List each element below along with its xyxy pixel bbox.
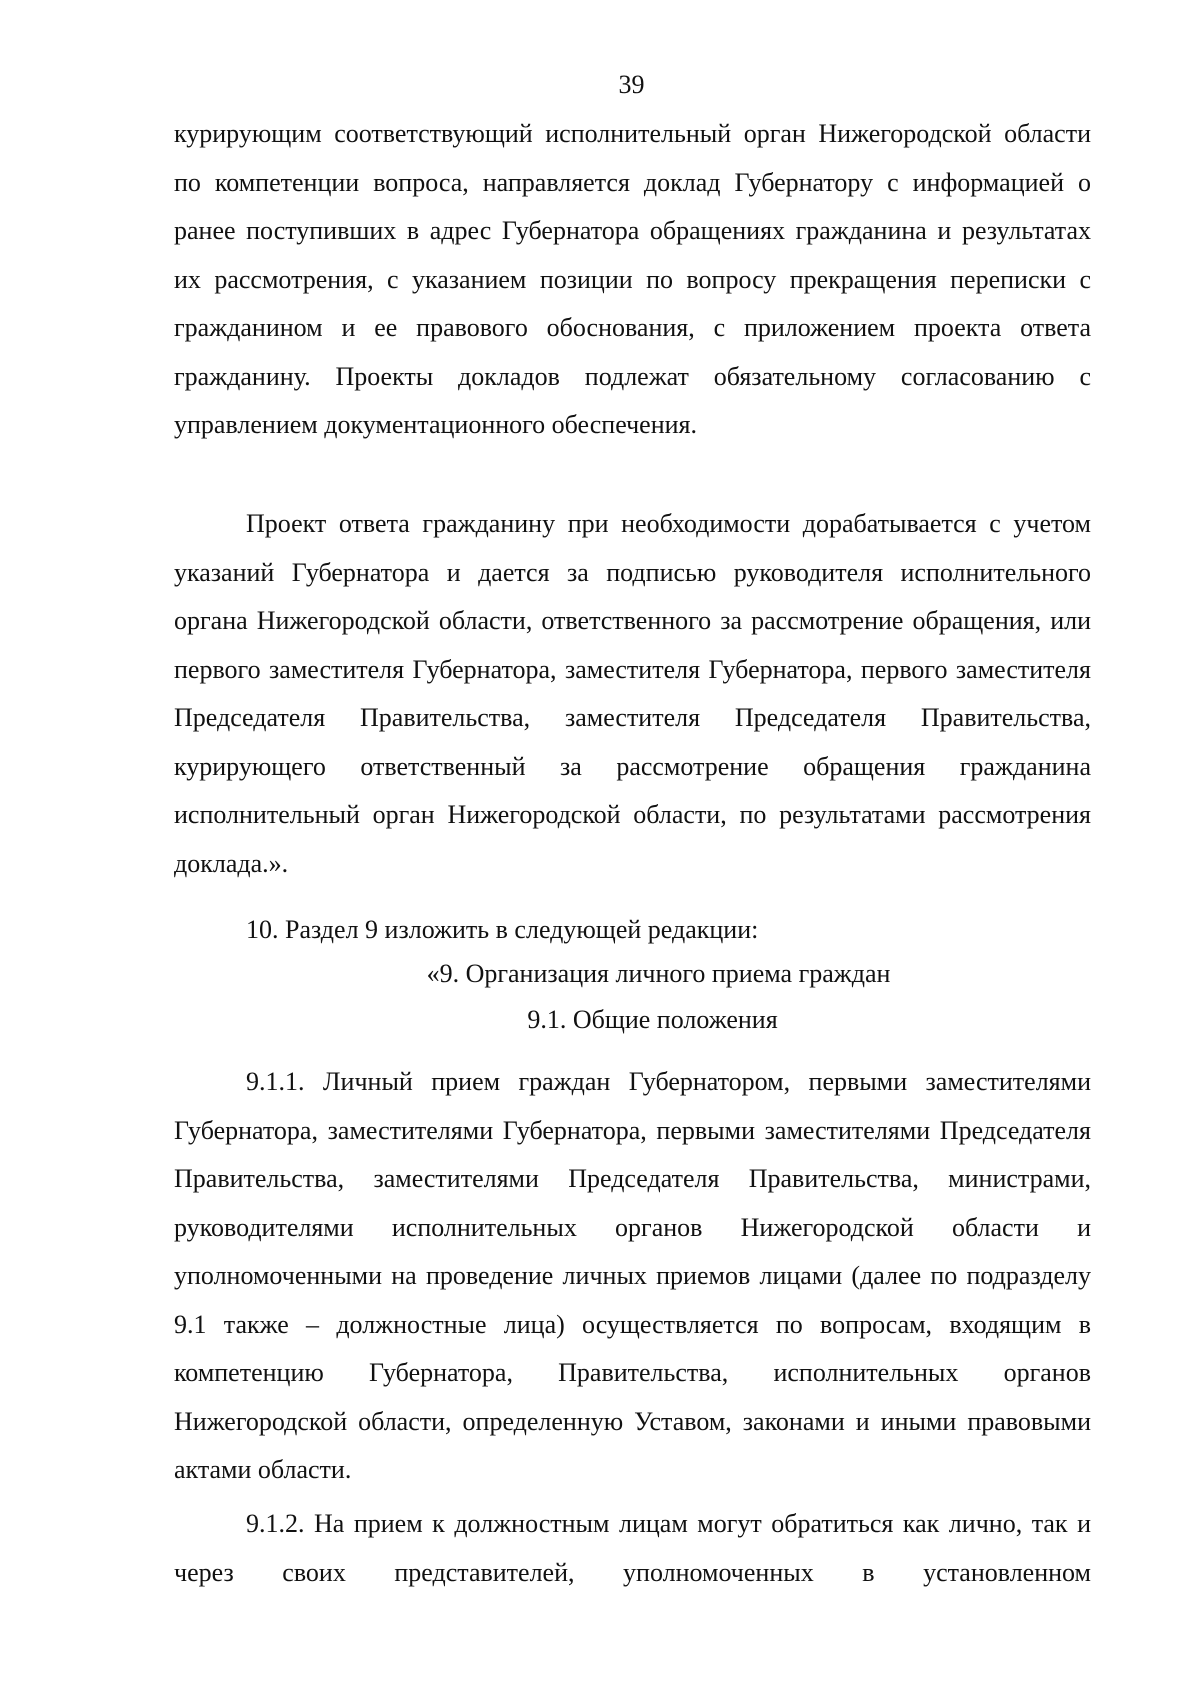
paragraph-text: 9.1.1. Личный прием граждан Губернатором, первыми заместителями Губернатора, заместителями Губернатора, первыми заместителями Председателя Правительства, заместителями Председателя Правительства, министрами, руководителями исполнительных органов Нижегородской области и уполномоченными на проведение личных приемов лицами (далее по подразделу 9.1 также – должностные лица) осуществляется по вопросам, входящим в компетенцию Губернатора, Правительства, исполнительных органов Нижегородской области, определенную Уставом, законами и иными правовыми актами области. (174, 1067, 1091, 1484)
page-number: 39 (618, 70, 645, 99)
paragraph-item-10 (174, 906, 1091, 955)
paragraph-9-1-2 (174, 1500, 1091, 1597)
section-heading: «9. Организация личного приема граждан (426, 959, 891, 988)
paragraph-draft-answer (174, 500, 1091, 888)
subsection-heading: 9.1. Общие положения (527, 1005, 778, 1034)
paragraph-text: 9.1.2. На прием к должностным лицам могут обратиться как лично, так и через своих представителей, уполномоченных в установленном (174, 1509, 1091, 1587)
paragraph-text: Проект ответа гражданину при необходимости дорабатывается с учетом указаний Губернатора и дается за подписью руководителя исполнительного органа Нижегородской области, ответственного за рассмотрение обращения, или первого заместителя Губернатора, заместителя Губернатора, первого заместителя Председателя Правительства, заместителя Председателя Правительства, курирующего ответственный за рассмотрение обращения гражданина исполнительный орган Нижегородской области, по результатами рассмотрения доклада.». (174, 509, 1091, 878)
paragraph-9-1-1 (174, 1058, 1091, 1495)
paragraph-text: курирующим соответствующий исполнительный орган Нижегородской области по компетенции вопроса, направляется доклад Губернатору с информацией о ранее поступивших в адрес Губернатора обращениях гражданина и результатах их рассмотрения, с указанием позиции по вопросу прекращения переписки с гражданином и ее правового обоснования, с приложением проекта ответа гражданину. Проекты докладов подлежат обязательному согласованию с управлением документационного обеспечения. (174, 119, 1091, 439)
paragraph-text: 10. Раздел 9 изложить в следующей редакции: (246, 915, 759, 944)
paragraph-continuation (174, 110, 1091, 450)
